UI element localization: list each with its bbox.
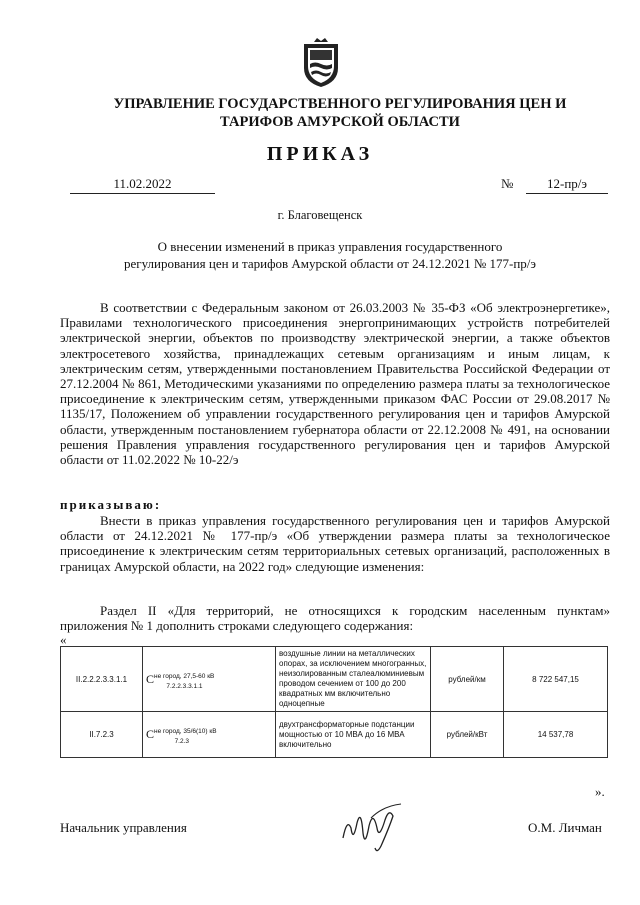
order-number: 12-пр/э xyxy=(526,176,608,194)
formula-subscript: 7.2.2.3.3.1.1 xyxy=(166,682,203,690)
table-row xyxy=(61,712,608,758)
row-description: воздушные линии на металлических опорах, за исключением многогранных, неизолированным сталеалюминиевым проводом сечением от 100 до 200 квадратных мм включительно одноцепные xyxy=(276,647,431,712)
formula-superscript: не город, 27,5-60 кВ xyxy=(154,672,215,680)
amur-region-emblem xyxy=(300,38,342,88)
number-sign: № xyxy=(501,176,514,191)
order-date: 11.02.2022 xyxy=(70,176,215,194)
preamble-paragraph: В соответствии с Федеральным законом от 26.03.2003 № 35-ФЗ «Об электроэнергетике», Правилами технологического присоединения энергопринимающих устройств потребителей электрической энергии, объектов по производству электрической энергии, а также объектов электросетевого хозяйства, принадлежащих сетевым организациям и иным лицам, к электрическим сетям, утвержденными постановлением Правительства Российской Федерации от 27.12.2004 № 861, Методическими указаниями по определению размера платы за технологическое присоединение к электрическим сетям, утвержденными приказом ФАС России от 29.08.2017 № 1135/17, Положением об управлении государственного регулирования цен и тарифов Амурской области, утвержденным постановлением губернатора области от 22.12.2008 № 491, на основании решения Правления управления государственного регулирования цен и тарифов Амурской области от 11.02.2022 № 10-22/э xyxy=(60,300,610,468)
formula-superscript: не город, 35/6(10) кВ xyxy=(154,728,217,735)
subject-line1: О внесении изменений в приказ управления государственного xyxy=(157,239,503,254)
tariff-table xyxy=(60,646,608,758)
row-formula xyxy=(143,647,276,712)
formula-symbol: C xyxy=(146,727,155,741)
quote-close: ». xyxy=(595,784,605,799)
row-code: II.7.2.3 xyxy=(61,712,143,758)
row-unit: рублей/кВт xyxy=(431,712,504,758)
row-code: II.2.2.2.3.3.1.1 xyxy=(61,647,143,712)
signatory-name: О.М. Личман xyxy=(528,820,602,835)
formula-subscript: 7.2.3 xyxy=(174,738,190,745)
table-row xyxy=(61,647,608,712)
section-paragraph: Раздел II «Для территорий, не относящихся к городским населенным пунктам» приложения № 1 дополнить строками следующего содержания: xyxy=(60,603,610,634)
row-value: 14 537,78 xyxy=(504,712,608,758)
formula-symbol: C xyxy=(146,671,155,686)
row-value: 8 722 547,15 xyxy=(504,647,608,712)
quote-open: « xyxy=(60,632,67,647)
org-name-line1: УПРАВЛЕНИЕ ГОСУДАРСТВЕННОГО РЕГУЛИРОВАНИЯ ЦЕН И xyxy=(113,96,567,112)
amendment-paragraph: Внести в приказ управления государственного регулирования цен и тарифов Амурской области от 24.12.2021 № 177-пр/э «Об утверждении размера платы за технологическое присоединение к электрическим сетям территориальных сетевых организаций, расположенных в границах Амурской области, на 2022 год» следующие изменения: xyxy=(60,513,610,574)
row-formula xyxy=(143,712,276,758)
row-description: двухтрансформаторные подстанции мощностью от 10 МВА до 16 МВА включительно xyxy=(276,712,431,758)
org-name-line2: ТАРИФОВ АМУРСКОЙ ОБЛАСТИ xyxy=(220,114,460,130)
city: г. Благовещенск xyxy=(277,208,363,222)
signatory-title: Начальник управления xyxy=(60,820,187,835)
subject-line2: регулирования цен и тарифов Амурской области от 24.12.2021 № 177-пр/э xyxy=(124,256,536,271)
row-unit: рублей/км xyxy=(431,647,504,712)
handwritten-signature xyxy=(335,798,415,858)
prikazyvayu-heading: приказываю: xyxy=(60,497,162,512)
document-type-heading: ПРИКАЗ xyxy=(266,143,374,165)
